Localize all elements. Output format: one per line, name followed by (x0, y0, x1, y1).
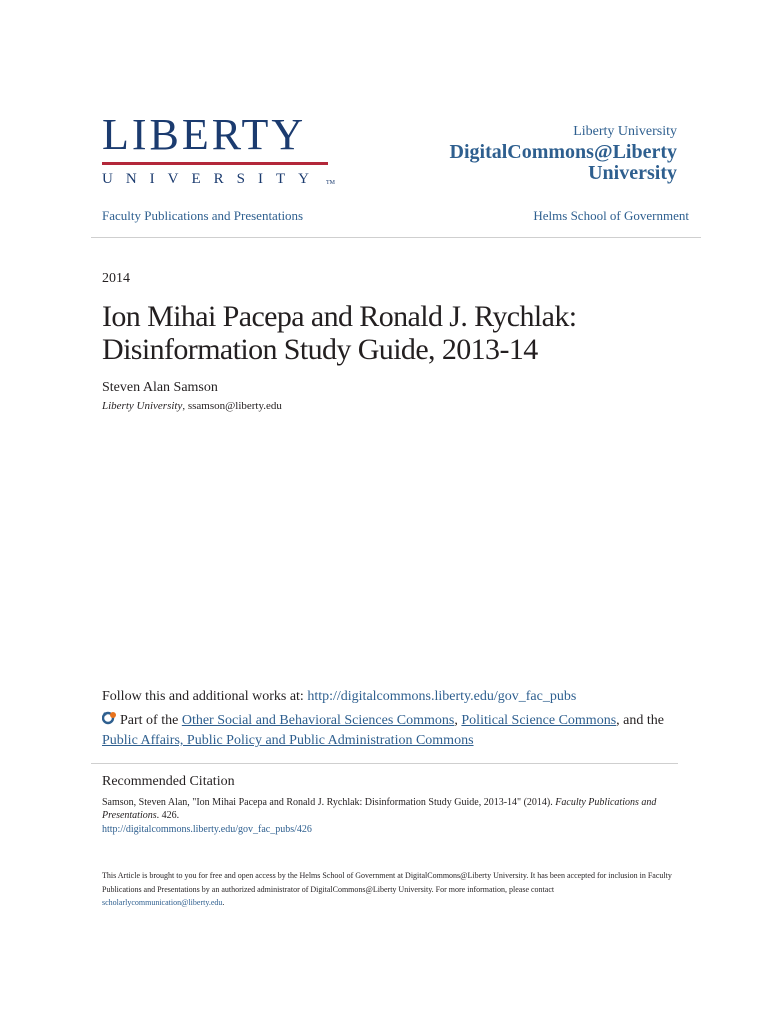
series-link[interactable]: Faculty Publications and Presentations (102, 208, 304, 223)
header-divider (91, 237, 701, 238)
part-of-sep: , (454, 713, 462, 728)
follow-label: Follow this and additional works at: (102, 689, 308, 704)
citation-url-link[interactable]: http://digitalcommons.liberty.edu/gov_fac_pubs/426 (102, 824, 312, 835)
collection-url-link[interactable]: http://digitalcommons.liberty.edu/gov_fac_pubs (307, 689, 577, 704)
part-of-line (102, 711, 702, 751)
commons-link-social[interactable]: Other Social and Behavioral Sciences Commons (181, 713, 455, 728)
author-name: Steven Alan Samson (102, 380, 218, 395)
author-email: , ssamson@liberty.edu (182, 400, 282, 412)
logo-red-rule (102, 162, 328, 165)
commons-network-icon (102, 711, 118, 725)
logo-subtitle: UNIVERSITY (102, 171, 322, 187)
citation-text (102, 796, 672, 822)
commons-link-public-affairs[interactable]: Public Affairs, Public Policy and Public Administration Commons (102, 733, 474, 748)
publication-year: 2014 (102, 271, 130, 286)
citation-main: Samson, Steven Alan, "Ion Mihai Pacepa and Ronald J. Rychlak: Disinformation Study Guide, 2013-14" (2014). (102, 797, 556, 808)
part-of-label: Part of the (120, 713, 182, 728)
department-link[interactable]: Helms School of Government (533, 208, 689, 223)
affiliation-name: Liberty University (102, 400, 183, 412)
access-notice-end: . (222, 898, 225, 907)
access-notice-text: This Article is brought to you for free and open access by the Helms School of Government at DigitalCommons@Liberty University. It has been accepted for inclusion in Faculty Publications and Presentations by an authorized administrator of DigitalCommons@Liberty University. For more information, please contact (102, 871, 672, 894)
commons-link-political[interactable]: Political Science Commons (461, 713, 617, 728)
article-title: Ion Mihai Pacepa and Ronald J. Rychlak: Disinformation Study Guide, 2013-14 (102, 300, 577, 366)
citation-heading: Recommended Citation (102, 774, 235, 789)
follow-line (102, 689, 576, 705)
logo-wordmark: LIBERTY (102, 110, 307, 159)
repository-link[interactable]: DigitalCommons@Liberty University (449, 141, 677, 184)
part-of-and: , and the (616, 713, 664, 728)
citation-number: . 426. (156, 810, 180, 821)
contact-email-link[interactable]: scholarlycommunication@liberty.edu (102, 898, 223, 907)
liberty-university-logo[interactable] (102, 110, 338, 186)
access-notice (102, 869, 677, 910)
citation-divider (91, 763, 678, 764)
author-affiliation (102, 400, 282, 412)
logo-trademark: TM (326, 180, 335, 186)
org-link[interactable]: Liberty University (573, 124, 677, 139)
citation-series: Faculty Publications and Presentations (102, 797, 657, 821)
